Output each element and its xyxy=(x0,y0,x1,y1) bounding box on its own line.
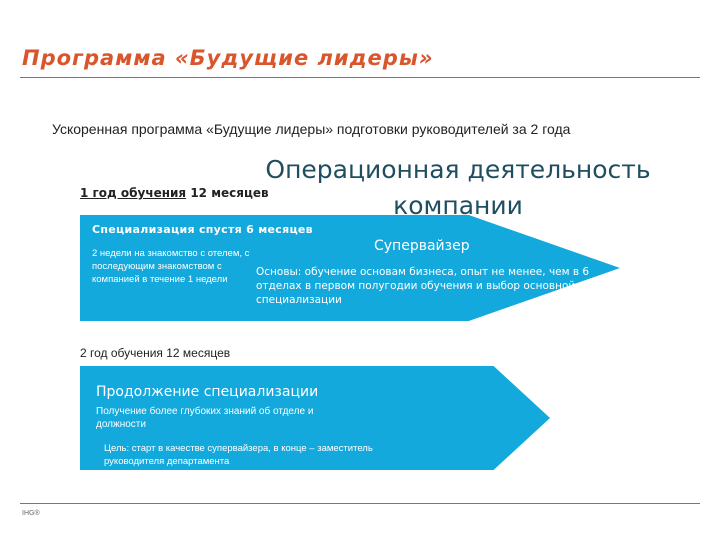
slide-subtitle: Ускоренная программа «Будущие лидеры» подготовки руководителей за 2 года xyxy=(52,121,571,137)
supervisor-label: Супервайзер xyxy=(374,238,470,254)
basics-text: Основы: обучение основам бизнеса, опыт не менее, чем в 6 отделах в первом полугодии обучения и выбор основной специализации xyxy=(256,266,590,306)
footer-logo-text: IHG® xyxy=(22,510,40,517)
specialization-note: 2 недели на знакомство с отелем, с последующим знакомством с компанией в течение 1 недели xyxy=(92,248,250,285)
year2-label: 2 год обучения 12 месяцев xyxy=(80,346,231,360)
specialization-title: Специализация спустя 6 месяцев xyxy=(92,223,313,236)
continuation-goal: Цель: старт в качестве супервайзера, в конце – заместитель руководителя департамента xyxy=(104,443,373,467)
year1-duration: 12 месяцев xyxy=(190,186,269,200)
title-divider xyxy=(20,77,700,78)
year1-label xyxy=(80,186,269,200)
continuation-title: Продолжение специализации xyxy=(96,384,319,400)
footer-divider xyxy=(20,503,700,504)
slide-title: Программа «Будущие лидеры» xyxy=(22,46,434,70)
year1-label-text: 1 год обучения xyxy=(80,186,187,200)
continuation-subtext: Получение более глубоких знаний об отделе и должности xyxy=(96,406,314,430)
operations-heading: Операционная деятельность компании xyxy=(265,155,651,220)
